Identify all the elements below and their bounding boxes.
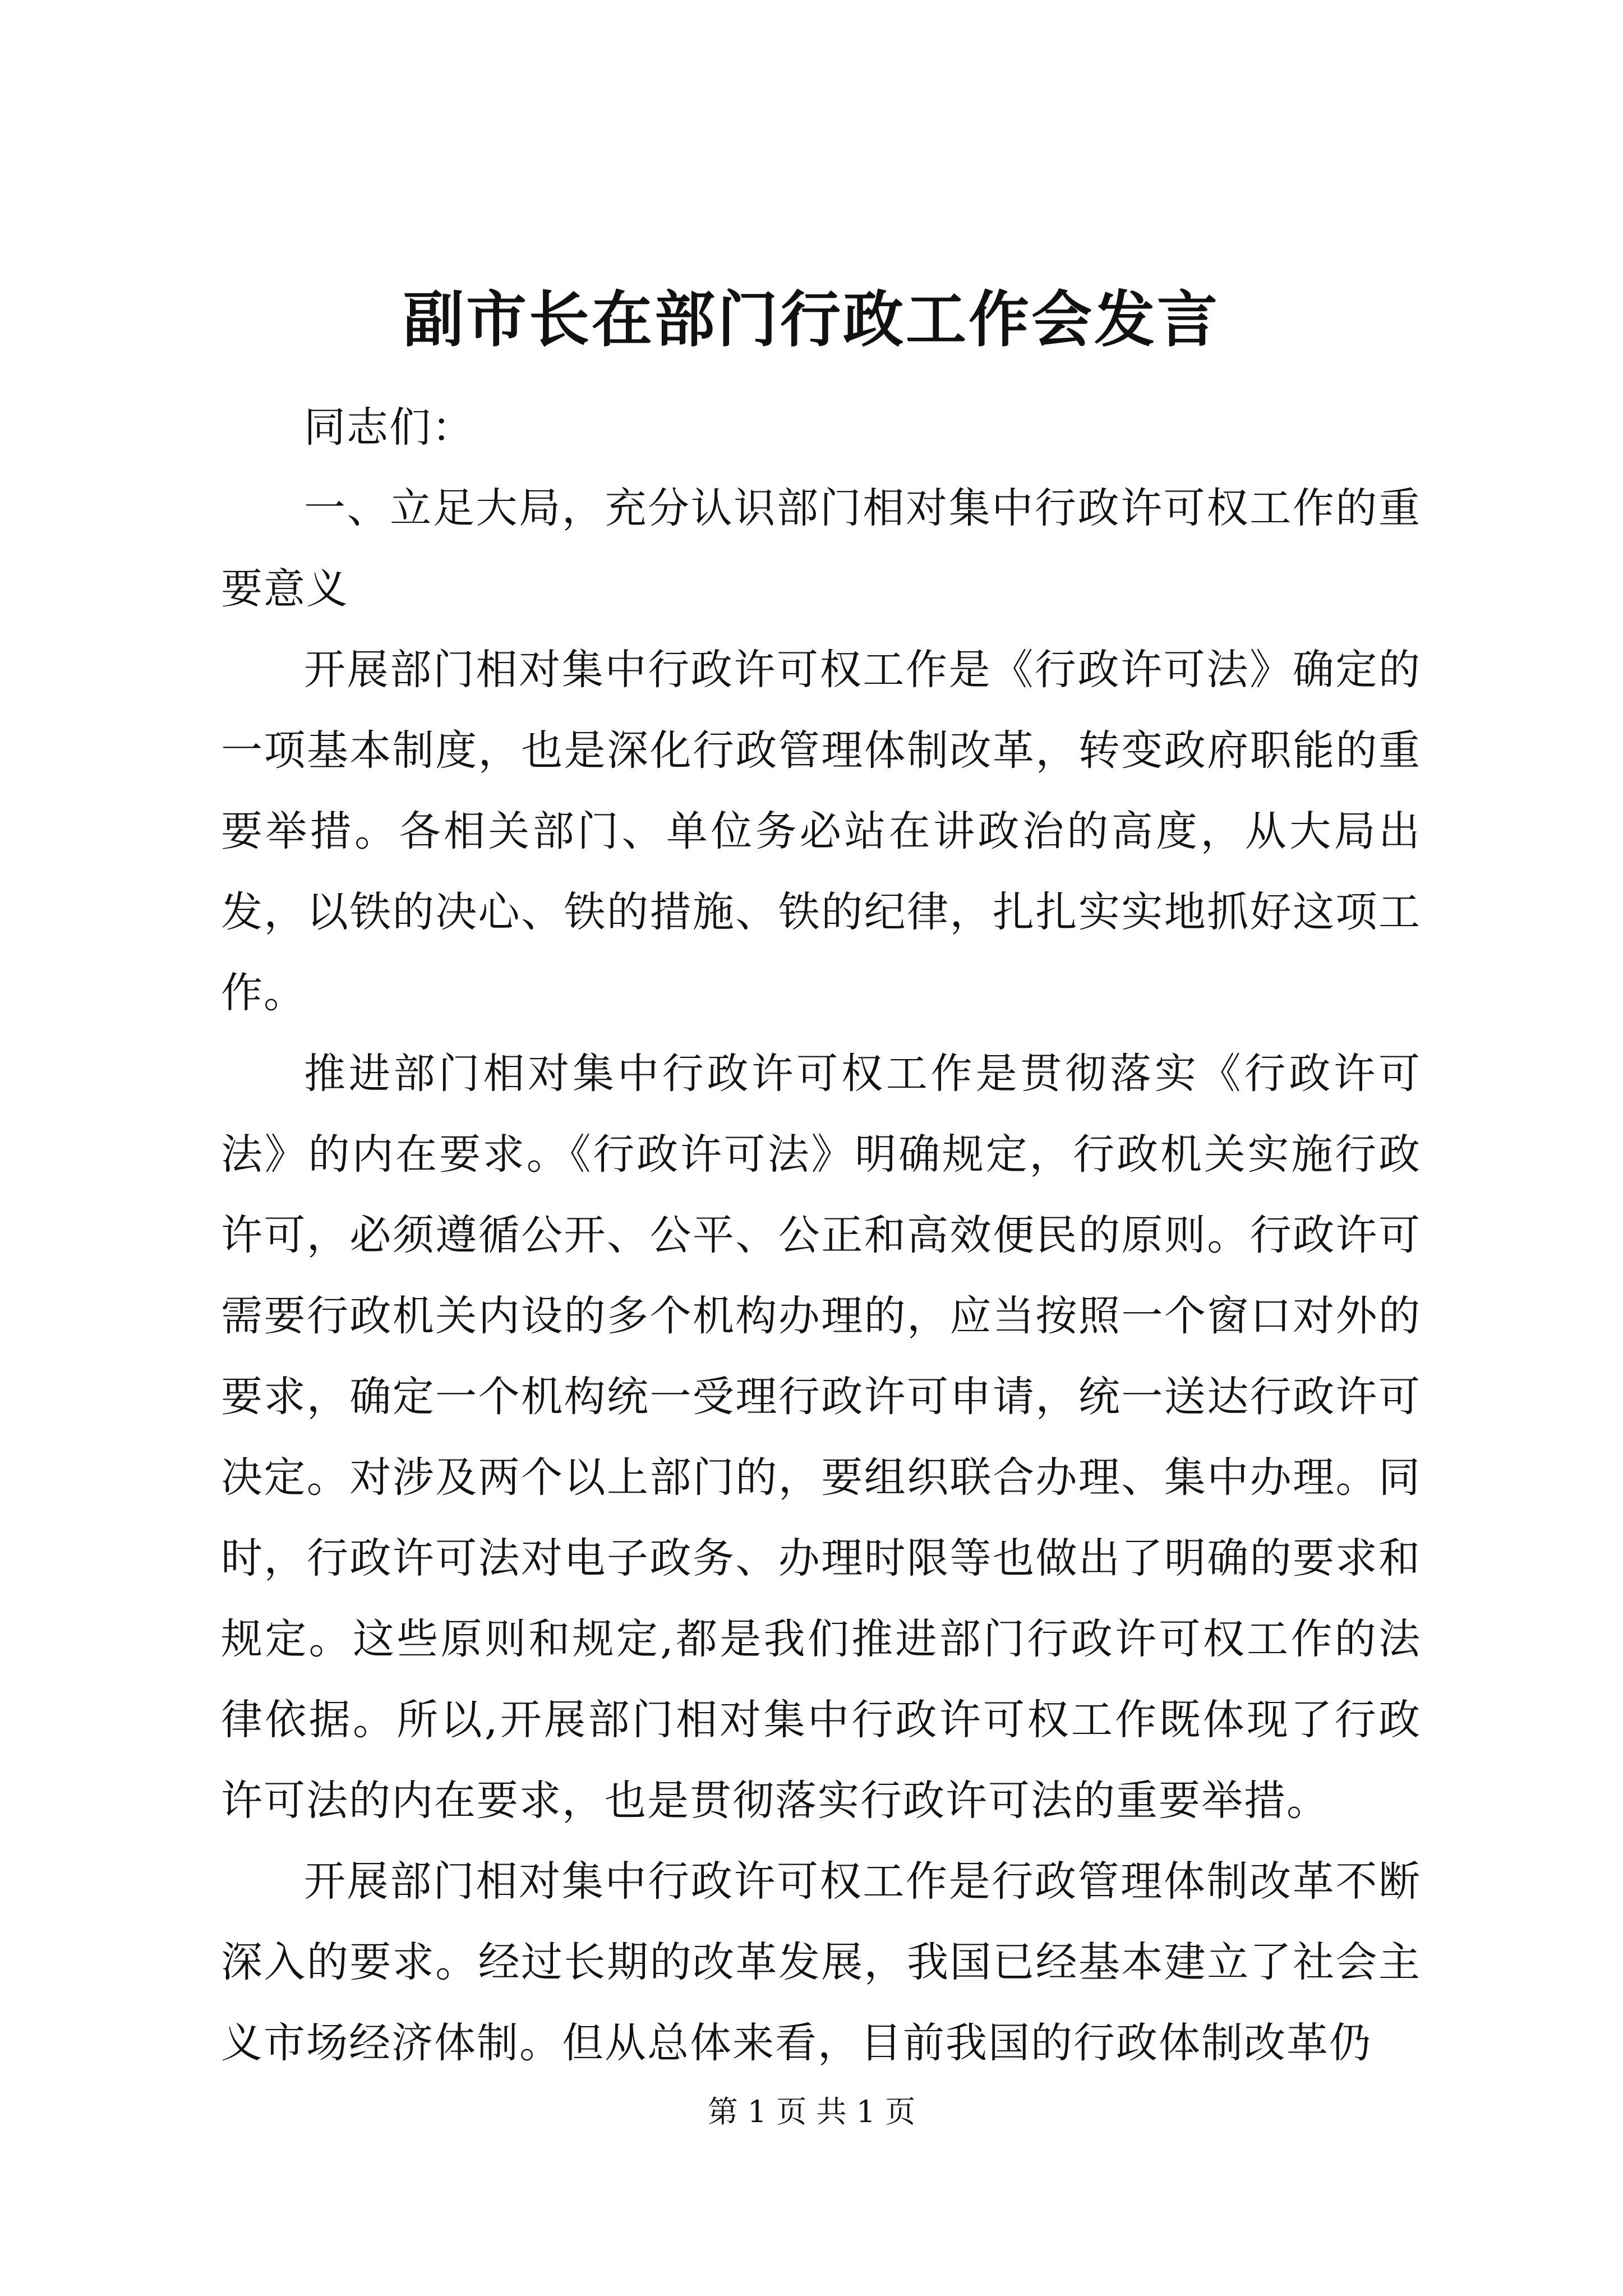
paragraph: 推进部门相对集中行政许可权工作是贯彻落实《行政许可法》的内在要求。《行政许可法》明确规定，行政机关实施行政许可，必须遵循公开、公平、公正和高效便民的原则。行政许可需要行政机关内设的多个机构办理的，应当按照一个窗口对外的要求，确定一个机构统一受理行政许可申请，统一送达行政许可决定。对涉及两个以上部门的，要组织联合办理、集中办理。同时，行政许可法对电子政务、办理时限等也做出了明确的要求和规定。这些原则和规定,都是我们推进部门行政许可权工作的法律依据。所以,开展部门相对集中行政许可权工作既体现了行政许可法的内在要求，也是贯彻落实行政许可法的重要举措。 <box>221 1050 1421 1825</box>
paragraph-heading: 一、立足大局，充分认识部门相对集中行政许可权工作的重要意义 <box>221 484 1421 613</box>
document-title: 副市长在部门行政工作会发言 <box>403 284 1220 355</box>
page-footer: 第 1 页 共 1 页 <box>707 2094 916 2129</box>
salutation: 同志们： <box>304 403 474 452</box>
paragraph: 开展部门相对集中行政许可权工作是行政管理体制改革不断深入的要求。经过长期的改革发展，我国已经基本建立了社会主义市场经济体制。但从总体来看，目前我国的行政体制改革仍 <box>221 1857 1421 2067</box>
paragraph: 开展部门相对集中行政许可权工作是《行政许可法》确定的一项基本制度，也是深化行政管理体制改革，转变政府职能的重要举措。各相关部门、单位务必站在讲政治的高度，从大局出发，以铁的决心、铁的措施、铁的纪律，扎扎实实地抓好这项工作。 <box>221 646 1421 1017</box>
document-body <box>221 387 1421 2083</box>
